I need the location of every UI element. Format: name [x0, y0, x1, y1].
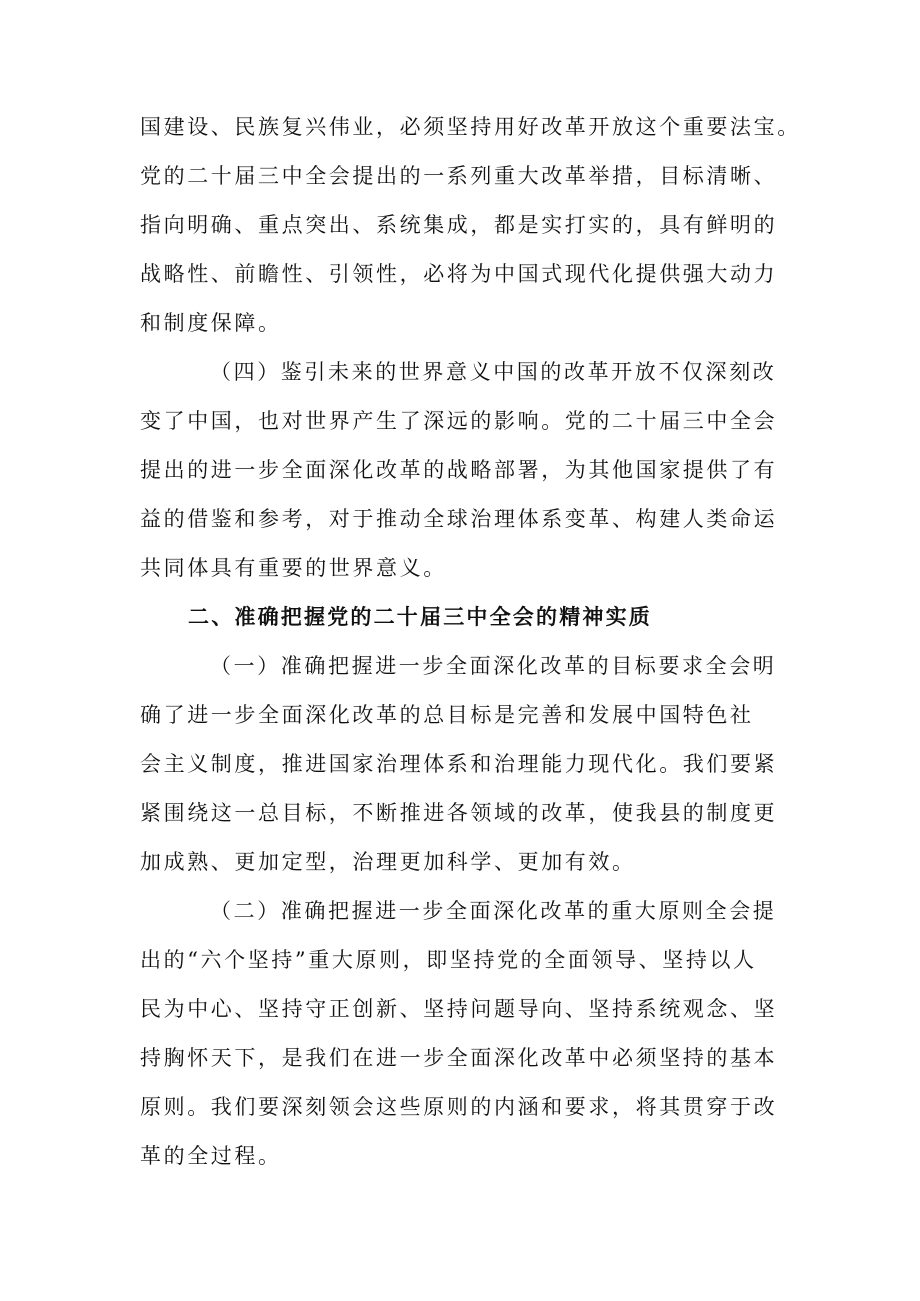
text-line: 原则。我们要深刻领会这些原则的内涵和要求，将其贯穿于改	[140, 1095, 778, 1119]
text-line: 指向明确、重点突出、系统集成，都是实打实的，具有鲜明的	[140, 213, 778, 237]
section-heading: 二、准确把握党的二十届三中全会的精神实质	[188, 605, 652, 629]
text-line: 国建设、民族复兴伟业，必须坚持用好改革开放这个重要法宝。	[140, 115, 801, 139]
text-line: 会主义制度，推进国家治理体系和治理能力现代化。我们要紧	[140, 752, 778, 776]
body-text	[140, 103, 800, 1181]
text-line: 出的“六个坚持”重大原则，即坚持党的全面领导、坚持以人	[140, 948, 757, 972]
text-line: 战略性、前瞻性、引领性，必将为中国式现代化提供强大动力	[140, 262, 778, 286]
paragraph-start-line: （二）准确把握进一步全面深化改革的重大原则全会提	[210, 899, 777, 923]
text-line: 党的二十届三中全会提出的一系列重大改革举措，目标清晰、	[140, 164, 778, 188]
text-line: 确了进一步全面深化改革的总目标是完善和发展中国特色社	[140, 703, 754, 727]
text-line: 革的全过程。	[140, 1144, 282, 1168]
paragraph-start-line: （四）鉴引未来的世界意义中国的改革开放不仅深刻改	[210, 360, 777, 384]
text-line: 和制度保障。	[140, 311, 282, 335]
text-line: 持胸怀天下，是我们在进一步全面深化改革中必须坚持的基本	[140, 1046, 778, 1070]
text-line: 共同体具有重要的世界意义。	[140, 556, 447, 580]
text-line: 益的借鉴和参考，对于推动全球治理体系变革、构建人类命运	[140, 507, 778, 531]
paragraph-start-line: （一）准确把握进一步全面深化改革的目标要求全会明	[210, 654, 777, 678]
text-line: 加成熟、更加定型，治理更加科学、更加有效。	[140, 850, 636, 874]
text-line: 民为中心、坚持守正创新、坚持问题导向、坚持系统观念、坚	[140, 997, 778, 1021]
text-line: 提出的进一步全面深化改革的战略部署，为其他国家提供了有	[140, 458, 778, 482]
text-line: 变了中国，也对世界产生了深远的影响。党的二十届三中全会	[140, 409, 778, 433]
text-line: 紧围绕这一总目标，不断推进各领域的改革，使我县的制度更	[140, 801, 778, 825]
